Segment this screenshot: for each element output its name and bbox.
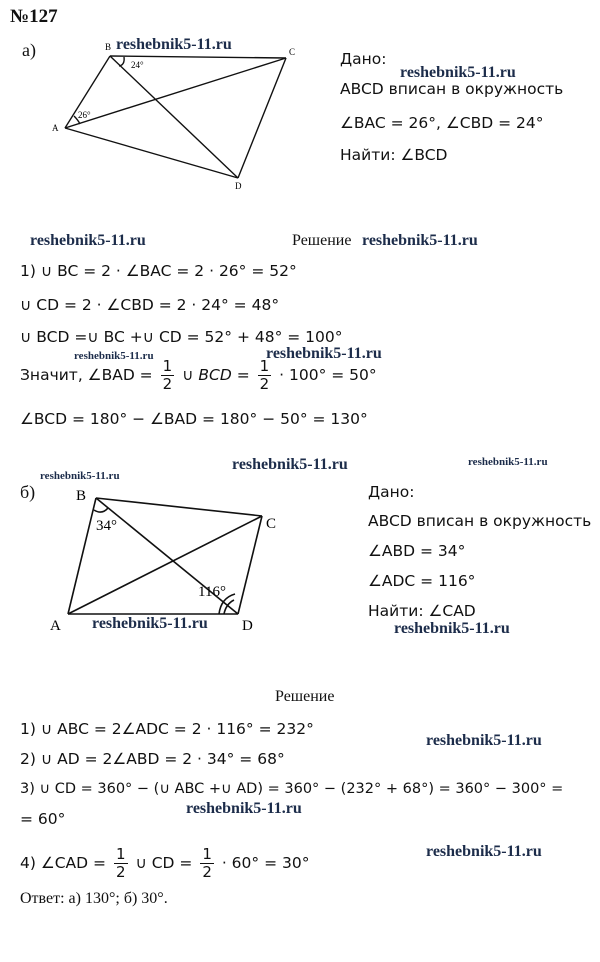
fraction-denominator: 2 <box>202 863 212 881</box>
part-b-find: Найти: ∠CAD <box>368 602 476 620</box>
watermark: reshebnik5-11.ru <box>232 456 348 473</box>
watermark: reshebnik5-11.ru <box>30 232 146 249</box>
point-b-label: B <box>76 488 87 504</box>
line-4-arc-name: BCD <box>198 366 232 384</box>
watermark: reshebnik5-11.ru <box>74 350 154 362</box>
angle-34-label: 34° <box>96 518 117 534</box>
part-a-line-1: 1) ∪ BC = 2 · ∠BAC = 2 · 26° = 52° <box>20 262 297 280</box>
watermark: reshebnik5-11.ru <box>426 732 542 749</box>
side-cd <box>238 516 262 614</box>
watermark: reshebnik5-11.ru <box>92 615 208 632</box>
part-a-given-2: ∠BAC = 26°, ∠CBD = 24° <box>340 114 544 132</box>
watermark: reshebnik5-11.ru <box>266 345 382 362</box>
line-4-suffix: · 100° = 50° <box>279 366 377 384</box>
part-b-given-title: Дано: <box>368 483 415 501</box>
part-b-given-3: ∠ADC = 116° <box>368 572 476 590</box>
fraction-half <box>114 846 128 881</box>
part-b-line-2: 2) ∪ AD = 2∠ABD = 2 · 34° = 68° <box>20 750 285 768</box>
fraction-numerator: 1 <box>259 357 270 375</box>
line-4-mid: ∪ CD = <box>135 854 193 872</box>
watermark: reshebnik5-11.ru <box>394 620 510 637</box>
point-c-label: C <box>289 47 296 57</box>
part-a-line-3: ∪ BCD =∪ BC +∪ CD = 52° + 48° = 100° <box>20 328 343 346</box>
watermark: reshebnik5-11.ru <box>400 64 516 81</box>
point-a-label: A <box>52 123 59 133</box>
watermark: reshebnik5-11.ru <box>116 36 232 53</box>
watermark: reshebnik5-11.ru <box>362 232 478 249</box>
part-b-line-4 <box>20 846 309 881</box>
point-a-label: A <box>50 618 61 634</box>
point-c-label: C <box>266 516 277 532</box>
fraction-denominator: 2 <box>259 375 270 393</box>
fraction-numerator: 1 <box>115 845 126 863</box>
problem-number: №127 <box>10 6 58 27</box>
point-b-label: B <box>105 42 112 52</box>
fraction-numerator: 1 <box>202 845 212 863</box>
watermark: reshebnik5-11.ru <box>40 470 120 482</box>
fraction-denominator: 2 <box>162 375 173 393</box>
fraction-half <box>200 846 214 881</box>
line-4-suffix: · 60° = 30° <box>221 854 310 872</box>
line-4-arc-symbol: ∪ <box>182 366 194 384</box>
angle-116-label: 116° <box>198 584 226 600</box>
angle-abd-arc <box>94 508 108 512</box>
part-a-solution-title: Решение <box>292 232 352 249</box>
part-b-line-1: 1) ∪ ABC = 2∠ADC = 2 · 116° = 232° <box>20 720 314 738</box>
point-d-label: D <box>242 618 253 634</box>
side-bc <box>96 498 262 516</box>
part-a-line-2: ∪ CD = 2 · ∠CBD = 2 · 24° = 48° <box>20 296 280 314</box>
watermark: reshebnik5-11.ru <box>468 456 548 468</box>
line-4-prefix: 4) ∠CAD = <box>20 854 107 872</box>
fraction-denominator: 2 <box>115 863 126 881</box>
part-b-solution-title: Решение <box>275 688 335 705</box>
part-b-given-2: ∠ABD = 34° <box>368 542 466 560</box>
part-b-given-1: ABCD вписан в окружность <box>368 512 592 530</box>
angle-24-label: 24° <box>131 60 144 70</box>
part-b-line-3: 3) ∪ CD = 360° − (∪ ABC +∪ AD) = 360° − (232° + 68°) = 360° − 300° = <box>20 781 564 797</box>
part-a-given-1: ABCD вписан в окружность <box>340 80 564 98</box>
watermark: reshebnik5-11.ru <box>186 800 302 817</box>
part-a-find: Найти: ∠BCD <box>340 146 448 164</box>
angle-26-label: 26° <box>78 110 91 120</box>
part-b-label: б) <box>20 482 36 502</box>
part-a-label: а) <box>22 40 36 60</box>
part-a-given-title: Дано: <box>340 50 387 68</box>
line-4-prefix: Значит, ∠BAD = <box>20 366 153 384</box>
point-d-label: D <box>235 181 242 191</box>
side-ab <box>68 498 96 614</box>
part-b-line-3b: = 60° <box>20 810 66 828</box>
fraction-numerator: 1 <box>162 357 173 375</box>
answer-line: Ответ: а) 130°; б) 30°. <box>20 890 168 907</box>
watermark: reshebnik5-11.ru <box>426 843 542 860</box>
part-a-line-5: ∠BCD = 180° − ∠BAD = 180° − 50° = 130° <box>20 410 368 428</box>
line-4-equals: = <box>236 366 250 384</box>
